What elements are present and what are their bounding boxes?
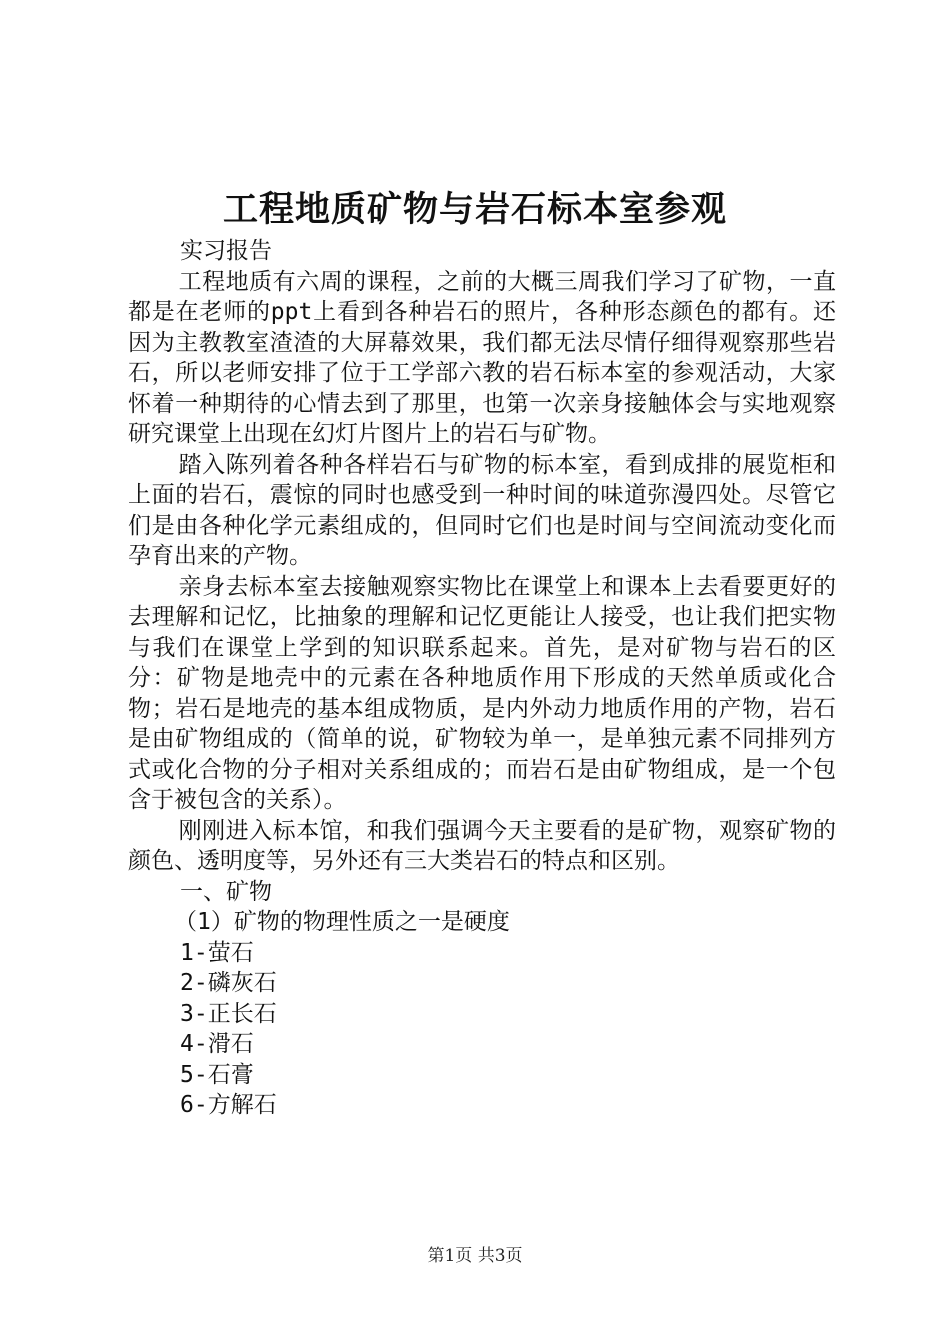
hardness-list-item: 4-滑石 [180,1031,254,1057]
paragraph-4: 刚刚进入标本馆，和我们强调今天主要看的是矿物，观察矿物的颜色、透明度等，另外还有三大类岩石的特点和区别。 [128,817,836,874]
document-body [128,236,836,1121]
document-title: 工程地质矿物与岩石标本室参观 [222,189,727,230]
report-subtitle: 实习报告 [180,238,272,264]
section-heading-minerals: 一、矿物 [180,878,272,905]
paragraph-2: 踏入陈列着各种各样岩石与矿物的标本室，看到成排的展览柜和上面的岩石，震惊的同时也感受到一种时间的味道弥漫四处。尽管它们是由各种化学元素组成的，但同时它们也是时间与空间流动变化而孕育出来的产物。 [128,451,836,569]
hardness-list-item: 2-磷灰石 [180,970,277,996]
page-number-footer: 第1页 共3页 [427,1246,523,1266]
hardness-list-item: 5-石膏 [180,1061,254,1088]
paragraph-3: 亲身去标本室去接触观察实物比在课堂上和课本上去看要更好的去理解和记忆，比抽象的理解和记忆更能让人接受，也让我们把实物与我们在课堂上学到的知识联系起来。首先，是对矿物与岩石的区分：矿物是地壳中的元素在各种地质作用下形成的天然单质或化合物；岩石是地壳的基本组成物质，是内外动力地质作用的产物，岩石是由矿物组成的（简单的说，矿物较为单一，是单独元素不同排列方式或化合物的分子相对关系组成的；而岩石是由矿物组成，是一个包含于被包含的关系）。 [128,573,836,813]
hardness-list-item: 3-正长石 [180,1000,277,1027]
hardness-list-item: 6-方解石 [180,1092,277,1118]
hardness-list-item: 1-萤石 [180,939,254,966]
paragraph-1: 工程地质有六周的课程，之前的大概三周我们学习了矿物，一直都是在老师的ppt上看到各种岩石的照片，各种形态颜色的都有。还因为主教教室渣渣的大屏幕效果，我们都无法尽情仔细得观察那些岩石，所以老师安排了位于工学部六教的岩石标本室的参观活动，大家怀着一种期待的心情去到了那里，也第一次亲身接触体会与实地观察研究课堂上出现在幻灯片图片上的岩石与矿物。 [128,268,836,447]
sub-heading-hardness: （1）矿物的物理性质之一是硬度 [174,909,510,935]
